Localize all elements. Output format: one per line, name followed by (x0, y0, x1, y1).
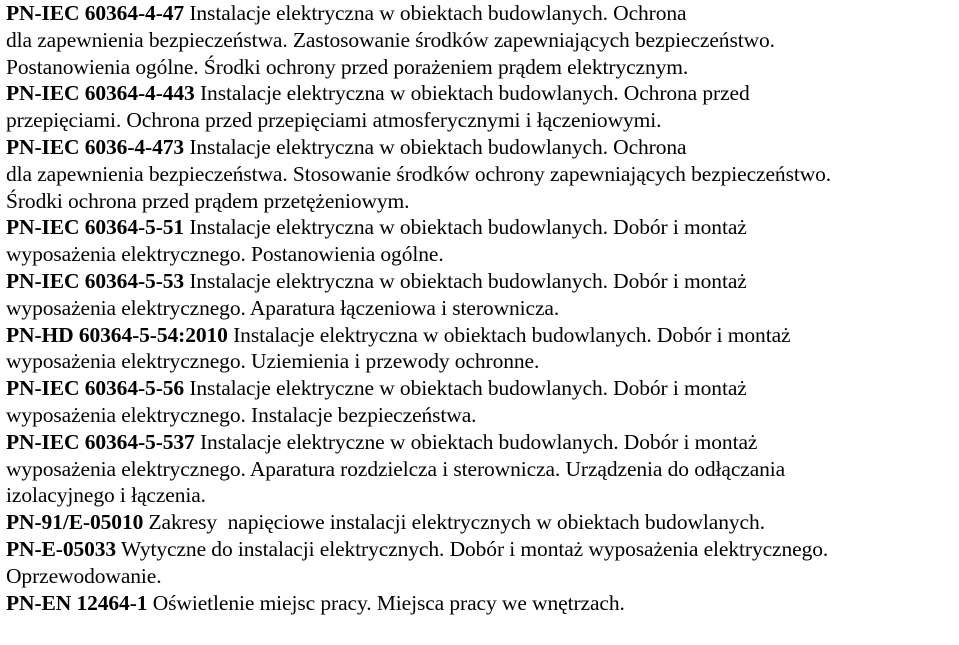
standard-description-line: dla zapewnienia bezpieczeństwa. Stosowanie środków ochrony zapewniających bezpieczeństwo. (6, 161, 832, 186)
standard-entry (6, 268, 959, 322)
standard-entry (6, 0, 959, 80)
standard-code: PN-IEC 60364-4-47 (6, 1, 185, 25)
standard-description: Instalacje elektryczna w obiektach budowlanych. Dobór i montaż (184, 215, 747, 240)
entry-first-line (6, 429, 959, 456)
standard-description-line: Oprzewodowanie. (6, 563, 162, 588)
entry-first-line (6, 536, 959, 563)
standard-description-line: przepięciami. Ochrona przed przepięciami atmosferycznymi i łączeniowymi. (6, 108, 662, 133)
standard-description: Instalacje elektryczna w obiektach budowlanych. Dobór i montaż (184, 268, 747, 293)
entry-first-line (6, 80, 959, 107)
standard-code: PN-IEC 60364-5-537 (6, 429, 195, 454)
standard-description: Instalacje elektryczne w obiektach budowlanych. Dobór i montaż (194, 429, 758, 454)
entry-first-line (6, 268, 959, 295)
standard-description: Oświetlenie miejsc pracy. Miejsca pracy we wnętrzach. (147, 590, 625, 615)
standard-description: Instalacje elektryczna w obiektach budowlanych. Ochrona (184, 1, 687, 25)
standard-description-line: wyposażenia elektrycznego. Instalacje bezpieczeństwa. (6, 402, 477, 427)
standard-code: PN-IEC 60364-5-56 (6, 376, 185, 401)
standard-description-line: wyposażenia elektrycznego. Aparatura rozdzielcza i sterownicza. Urządzenia do odłączania (6, 456, 786, 481)
standard-description: Instalacje elektryczna w obiektach budowlanych. Dobór i montaż (227, 322, 791, 347)
standard-code: PN-IEC 60364-5-53 (6, 268, 185, 293)
entry-first-line (6, 134, 959, 161)
standard-description: Zakresy napięciowe instalacji elektrycznych w obiektach budowlanych. (143, 510, 765, 535)
standard-code: PN-IEC 60364-4-443 (6, 81, 195, 106)
standard-description-line: Środki ochrona przed prądem przetężeniowym. (6, 188, 410, 213)
standard-description-line: wyposażenia elektrycznego. Postanowienia ogólne. (6, 242, 444, 267)
standard-code: PN-91/E-05010 (6, 510, 144, 535)
entry-first-line (6, 375, 959, 402)
standard-entry (6, 80, 959, 134)
standard-entry (6, 509, 959, 536)
standard-entry (6, 214, 959, 268)
standard-entry (6, 590, 959, 617)
standard-entry (6, 429, 959, 509)
standard-entry (6, 134, 959, 214)
standard-description-line: dla zapewnienia bezpieczeństwa. Zastosowanie środków zapewniających bezpieczeństwo. (6, 27, 775, 52)
entry-first-line (6, 590, 959, 617)
standard-description-line: wyposażenia elektrycznego. Aparatura łączeniowa i sterownicza. (6, 295, 560, 320)
standard-code: PN-IEC 6036-4-473 (6, 134, 185, 159)
standard-code: PN-EN 12464-1 (6, 590, 148, 615)
standard-description-line: wyposażenia elektrycznego. Uziemienia i przewody ochronne. (6, 349, 540, 374)
standard-entry (6, 322, 959, 376)
entry-first-line (6, 214, 959, 241)
standard-description: Instalacje elektryczna w obiektach budowlanych. Ochrona przed (194, 81, 750, 106)
standard-code: PN-HD 60364-5-54:2010 (6, 322, 228, 347)
entry-first-line (6, 0, 959, 27)
standard-code: PN-E-05033 (6, 536, 117, 561)
entry-first-line (6, 509, 959, 536)
standard-entry (6, 375, 959, 429)
standard-description: Wytyczne do instalacji elektrycznych. Dobór i montaż wyposażenia elektrycznego. (116, 536, 829, 561)
standard-description-line: izolacyjnego i łączenia. (6, 483, 206, 508)
standard-code: PN-IEC 60364-5-51 (6, 215, 185, 240)
entry-first-line (6, 322, 959, 349)
standard-description-line: Postanowienia ogólne. Środki ochrony przed porażeniem prądem elektrycznym. (6, 54, 689, 79)
standard-entry (6, 536, 959, 590)
standard-description: Instalacje elektryczna w obiektach budowlanych. Ochrona (184, 134, 687, 159)
standard-description: Instalacje elektryczne w obiektach budowlanych. Dobór i montaż (184, 376, 747, 401)
